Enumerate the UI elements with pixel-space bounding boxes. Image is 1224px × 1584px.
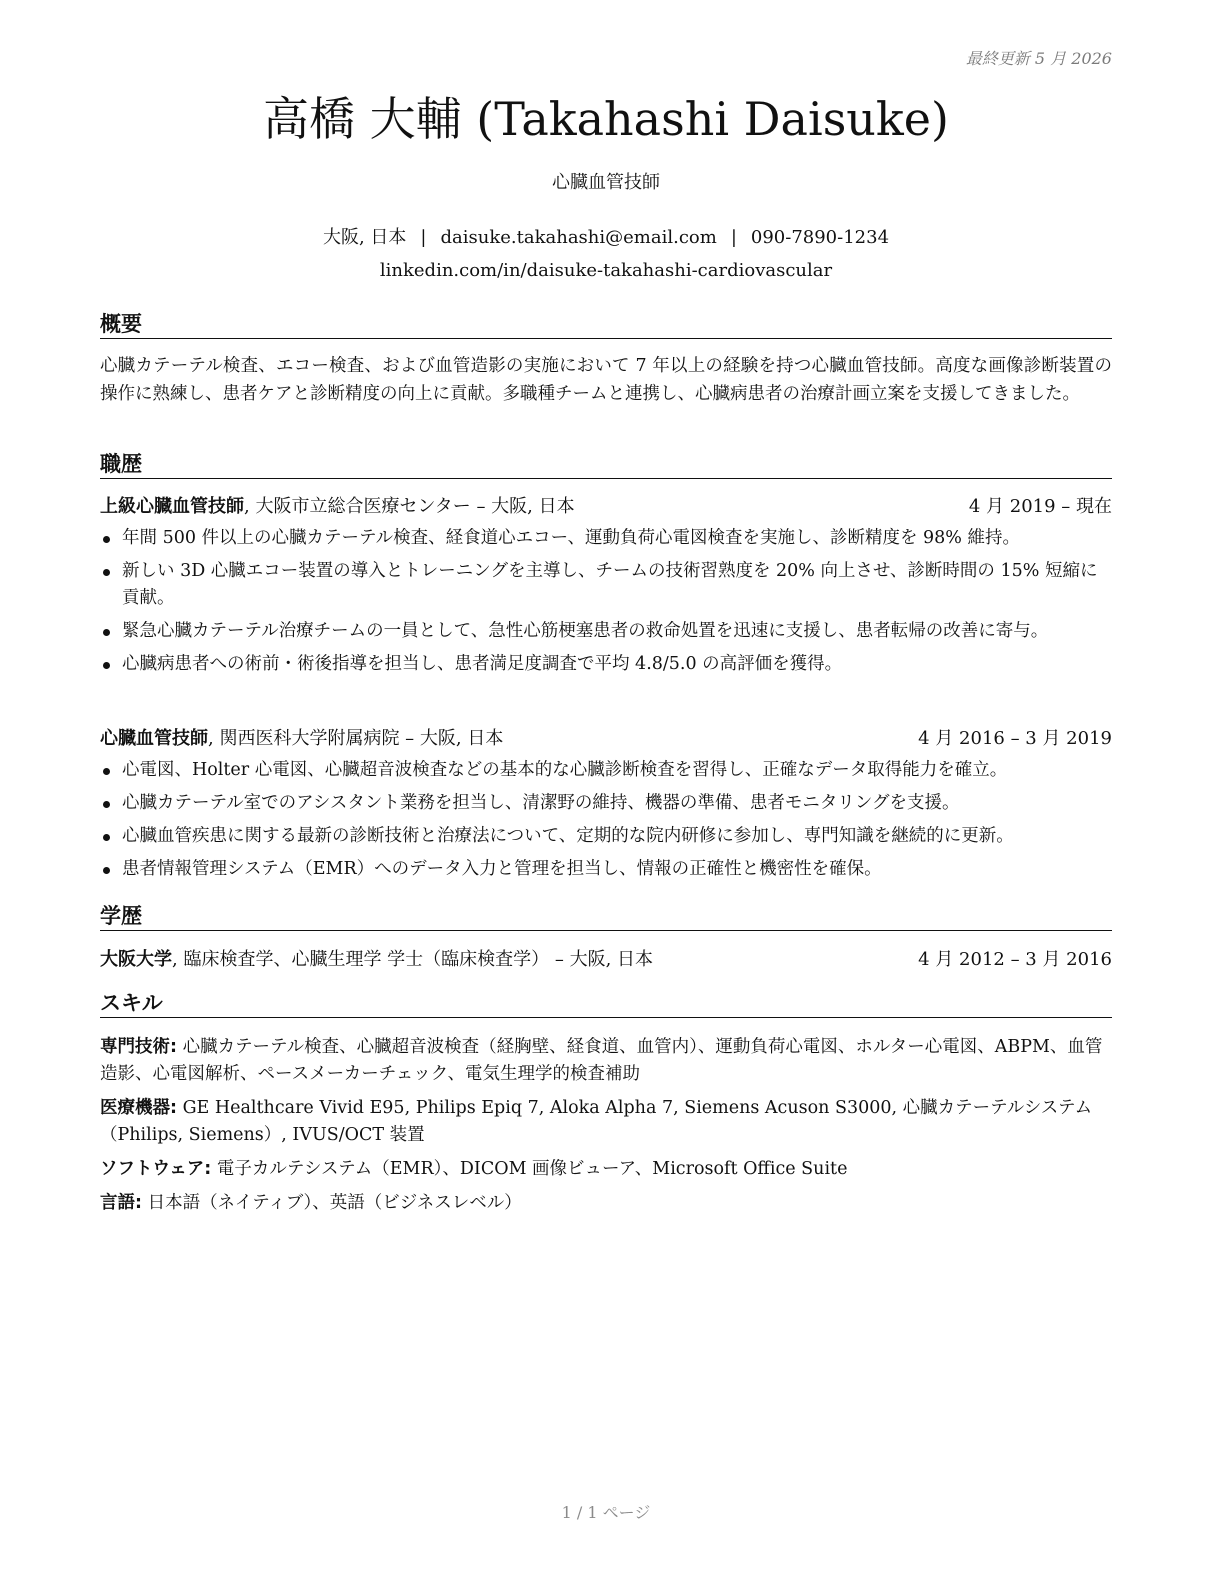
job-title: 心臓血管技師 bbox=[552, 172, 660, 193]
bullet-text: 患者情報管理システム（EMR）へのデータ入力と管理を担当し、情報の正確性と機密性を確保。 bbox=[122, 859, 882, 879]
bullet-item bbox=[100, 618, 1112, 645]
bullet-text: 心臓カテーテル室でのアシスタント業務を担当し、清潔野の維持、機器の準備、患者モニタリングを支援。 bbox=[122, 793, 960, 813]
skill-label: 医療機器: bbox=[100, 1098, 177, 1118]
bullet-item bbox=[100, 757, 1112, 784]
candidate-name: 高橋 大輔 (Takahashi Daisuke) bbox=[263, 92, 949, 146]
skill-label: 言語: bbox=[100, 1193, 142, 1213]
bullet-text: 心臓病患者への術前・術後指導を担当し、患者満足度調査で平均 4.8/5.0 の高評価を獲得。 bbox=[122, 654, 843, 674]
bullet-dot bbox=[103, 867, 110, 874]
bullet-text: 新しい 3D 心臓エコー装置の導入とトレーニングを主導し、チームの技術習熟度を 20% 向上させ、診断時間の 15% 短縮に貢献。 bbox=[122, 561, 1098, 608]
skill-row bbox=[100, 1095, 1112, 1149]
bullet-dot bbox=[103, 629, 110, 636]
section-heading-experience: 職歴 bbox=[100, 450, 1112, 479]
separator: | bbox=[420, 227, 427, 248]
bullet-dot bbox=[103, 536, 110, 543]
job-header bbox=[100, 726, 1112, 752]
bullet-item bbox=[100, 856, 1112, 883]
education-dates: 4 月 2012 – 3 月 2016 bbox=[918, 949, 1112, 970]
school-name: 大阪大学 bbox=[100, 949, 172, 970]
job-org: , 関西医科大学附属病院 – 大阪, 日本 bbox=[208, 728, 504, 749]
bullet-dot bbox=[103, 768, 110, 775]
email-link[interactable]: daisuke.takahashi@email.com bbox=[440, 227, 717, 248]
bullet-text: 年間 500 件以上の心臓カテーテル検査、経食道心エコー、運動負荷心電図検査を実施し、診断精度を 98% 維持。 bbox=[122, 528, 1020, 548]
skill-text: 日本語（ネイティブ）、英語（ビジネスレベル） bbox=[142, 1193, 522, 1213]
linkedin-link[interactable]: linkedin.com/in/daisuke-takahashi-cardiovascular bbox=[379, 260, 833, 281]
resume-page bbox=[100, 0, 1112, 1584]
separator: | bbox=[730, 227, 737, 248]
job-bullets bbox=[100, 757, 1112, 889]
skill-label: 専門技術: bbox=[100, 1037, 177, 1057]
skill-text: 心臓カテーテル検査、心臓超音波検査（経胸壁、経食道、血管内）、運動負荷心電図、ホルター心電図、ABPM、血管造影、心電図解析、ペースメーカーチェック、電気生理学的検査補助 bbox=[100, 1037, 1103, 1084]
job-role: 心臓血管技師 bbox=[100, 728, 208, 749]
page-number: 1 / 1 ページ bbox=[561, 1503, 651, 1522]
contact-line bbox=[100, 225, 1112, 251]
bullet-dot bbox=[103, 801, 110, 808]
bullet-text: 心臓血管疾患に関する最新の診断技術と治療法について、定期的な院内研修に参加し、専門知識を継続的に更新。 bbox=[122, 826, 1014, 846]
section-heading-summary: 概要 bbox=[100, 310, 1112, 339]
bullet-text: 心電図、Holter 心電図、心臓超音波検査などの基本的な心臓診断検査を習得し、正確なデータ取得能力を確立。 bbox=[122, 760, 1008, 780]
job-org: , 大阪市立総合医療センター – 大阪, 日本 bbox=[244, 496, 575, 517]
location: 大阪, 日本 bbox=[322, 227, 407, 248]
bullet-item bbox=[100, 823, 1112, 850]
education-entry bbox=[100, 947, 1112, 973]
bullet-dot bbox=[103, 569, 110, 576]
bullet-dot bbox=[103, 834, 110, 841]
skill-row bbox=[100, 1190, 1112, 1217]
bullet-item bbox=[100, 651, 1112, 678]
job-dates: 4 月 2016 – 3 月 2019 bbox=[918, 728, 1112, 749]
skill-label: ソフトウェア: bbox=[100, 1159, 212, 1179]
phone: 090-7890-1234 bbox=[750, 227, 890, 248]
section-heading-skills: スキル bbox=[100, 989, 1112, 1018]
bullet-item bbox=[100, 790, 1112, 817]
job-header bbox=[100, 494, 1112, 520]
skill-row bbox=[100, 1034, 1112, 1088]
job-bullets bbox=[100, 525, 1112, 684]
job-role: 上級心臓血管技師 bbox=[100, 496, 244, 517]
bullet-item bbox=[100, 558, 1112, 612]
bullet-item bbox=[100, 525, 1112, 552]
last-updated: 最終更新 5 月 2026 bbox=[965, 49, 1112, 68]
job-dates: 4 月 2019 – 現在 bbox=[968, 496, 1112, 517]
summary-text: 心臓カテーテル検査、エコー検査、および血管造影の実施において 7 年以上の経験を持つ心臓血管技師。高度な画像診断装置の操作に熟練し、患者ケアと診断精度の向上に貢献。多職種チームと連携し、心臓病患者の治療計画立案を支援してきました。 bbox=[100, 356, 1112, 404]
section-heading-education: 学歴 bbox=[100, 902, 1112, 931]
skill-text: 電子カルテシステム（EMR）、DICOM 画像ビューア、Microsoft Office Suite bbox=[211, 1159, 848, 1179]
skill-row bbox=[100, 1156, 1112, 1183]
bullet-text: 緊急心臓カテーテル治療チームの一員として、急性心筋梗塞患者の救命処置を迅速に支援し、患者転帰の改善に寄与。 bbox=[122, 621, 1049, 641]
education-detail: , 臨床検査学、心臓生理学 学士（臨床検査学） – 大阪, 日本 bbox=[172, 949, 654, 970]
bullet-dot bbox=[103, 662, 110, 669]
skill-text: GE Healthcare Vivid E95, Philips Epiq 7, Aloka Alpha 7, Siemens Acuson S3000, 心臓カテーテルシステム（Philips, Siemens）, IVUS/OCT 装置 bbox=[100, 1098, 1093, 1145]
